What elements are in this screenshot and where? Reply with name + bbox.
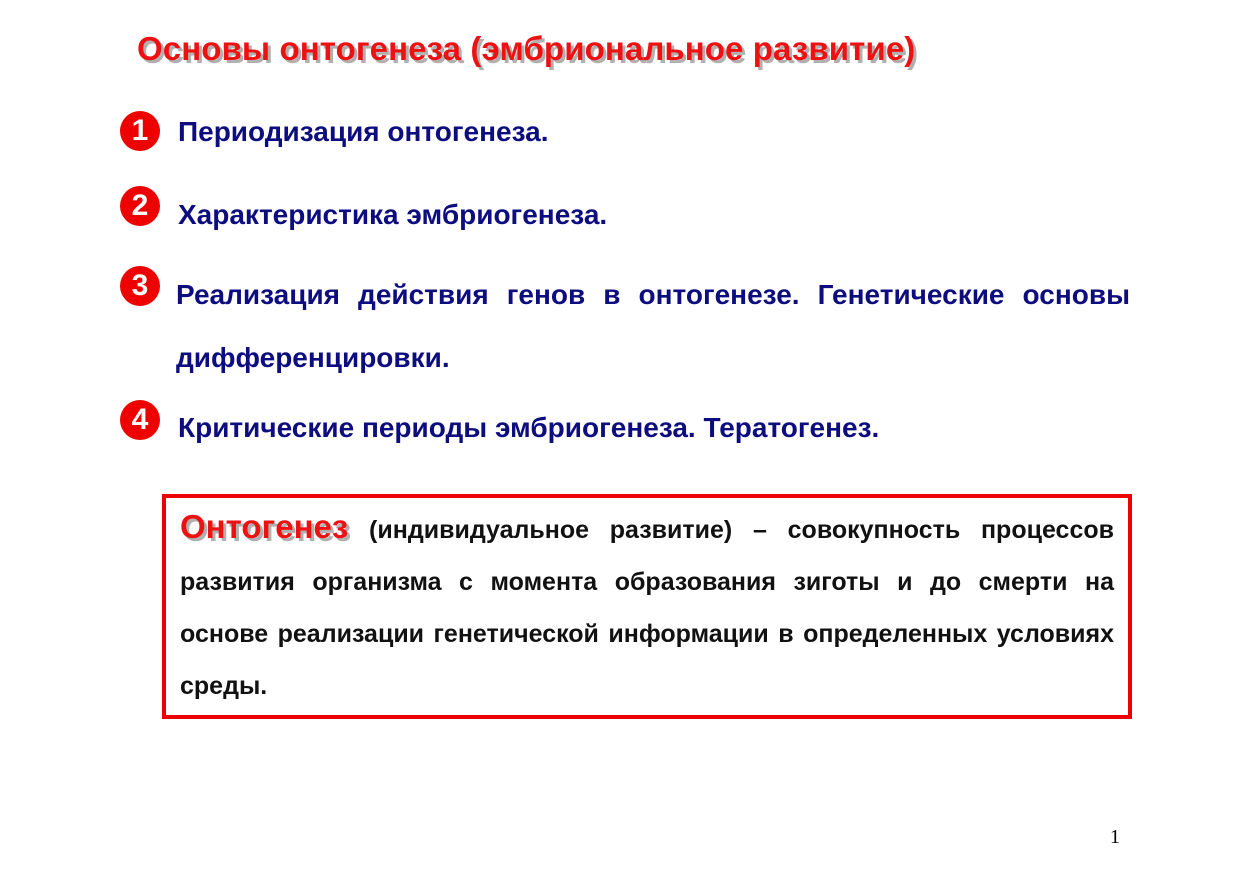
definition-term: Онтогенез [180, 508, 349, 545]
definition-body: (индивидуальное развитие) – совокупность процессов развития организма с момента образования зиготы и до смерти на основе реализации генетической информации в определенных условиях среды. [180, 516, 1114, 700]
circled-number-2-icon: 2 [120, 186, 160, 226]
circled-number-3-icon: 3 [120, 266, 160, 306]
slide-title: Основы онтогенеза (эмбриональное развитие) [137, 30, 916, 67]
circled-number-4-icon: 4 [120, 400, 160, 440]
definition-text [180, 501, 1114, 712]
list-item-text: Реализация действия генов в онтогенезе. Генетические основы дифференцировки. [176, 279, 1130, 373]
list-item-text: Характеристика эмбриогенеза. [178, 199, 608, 230]
circled-number-1-icon: 1 [120, 111, 160, 151]
page-number: 1 [1110, 826, 1120, 848]
list-item-text: Критические периоды эмбриогенеза. Тератогенез. [178, 412, 880, 443]
definition-box [162, 494, 1132, 719]
list-item-text: Периодизация онтогенеза. [178, 116, 549, 147]
